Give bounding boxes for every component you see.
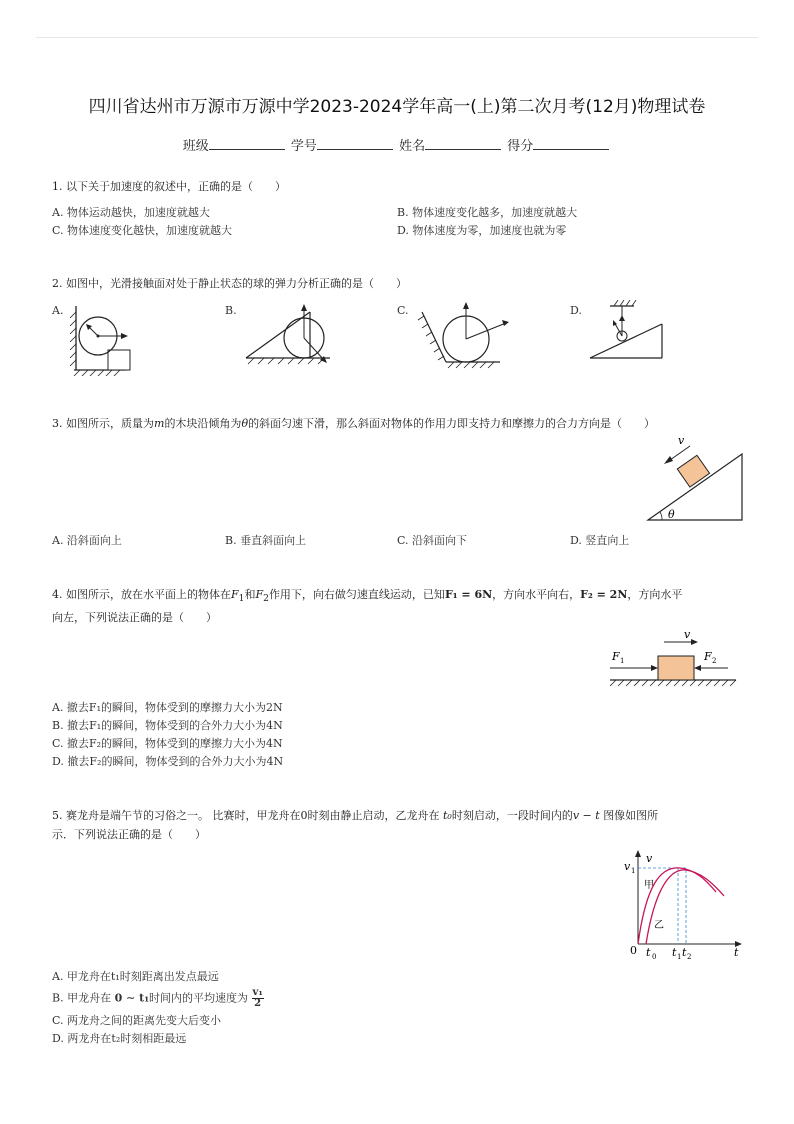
q5-fig-t0-sub: 0 xyxy=(652,953,657,960)
q5-stem: 5. 赛龙舟是端午节的习俗之一。 比赛时，甲龙舟在0时刻由静止启动，乙龙舟在 t₀时刻启动，一段时间内的v − t 图像如图所 示．下列说法正确的是（ ） xyxy=(52,809,659,841)
q2-option-b-label[interactable]: B. xyxy=(225,304,237,317)
class-label: 班级 xyxy=(182,139,209,154)
q3-figure-incline xyxy=(642,434,748,524)
q3-option-b[interactable]: B. 垂直斜面向上 xyxy=(225,534,307,547)
page-title: 四川省达州市万源市万源中学2023-2024学年高一(上)第二次月考(12月)物理试卷 xyxy=(88,97,706,117)
q2-figure-c xyxy=(414,298,514,370)
q3-fig-theta: θ xyxy=(668,508,675,521)
q5-fig-t: t xyxy=(734,946,739,959)
q4-figure-block xyxy=(606,624,742,690)
q5-fig-t2: t xyxy=(682,946,687,959)
q4-eq-f2: F₂ = 2N xyxy=(580,588,628,601)
q2-option-d-label[interactable]: D. xyxy=(570,304,582,317)
q4-fig-f2: F xyxy=(704,650,712,663)
q1-option-d[interactable]: D. 物体速度为零，加速度也就为零 xyxy=(397,224,567,237)
class-blank[interactable] xyxy=(209,137,285,150)
q5-fig-t1-sub: 1 xyxy=(677,953,682,960)
q5-fig-v1: v xyxy=(624,860,631,873)
q3-option-c[interactable]: C. 沿斜面向下 xyxy=(397,534,468,547)
q2-figure-b xyxy=(240,300,340,366)
q5-fig-zero: 0 xyxy=(630,944,637,957)
q2-option-a-label[interactable]: A. xyxy=(52,304,64,317)
q3-stem: 3. 如图所示，质量为m的木块沿倾角为θ的斜面匀速下滑，那么斜面对物体的作用力即支持力和摩擦力的合力方向是（ ） xyxy=(52,417,656,430)
q1-stem: 1. 以下关于加速度的叙述中，正确的是（ ） xyxy=(52,180,286,193)
q5-fig-jia: 甲 xyxy=(644,880,654,891)
score-label: 得分 xyxy=(507,139,534,154)
q4-option-d[interactable]: D. 撤去F₂的瞬间，物体受到的合外力大小为4N xyxy=(52,755,284,768)
q3-fig-v: v xyxy=(678,434,685,447)
id-label: 学号 xyxy=(290,139,317,154)
name-label: 姓名 xyxy=(399,139,426,154)
q2-figure-d xyxy=(588,300,668,362)
q4-fig-v: v xyxy=(684,628,691,641)
q3-var-m: m xyxy=(154,417,165,430)
q5-option-d[interactable]: D. 两龙舟在t₂时刻相距最远 xyxy=(52,1032,187,1045)
q5-fig-t2-sub: 2 xyxy=(687,953,692,960)
q1-option-b[interactable]: B. 物体速度变化越多，加速度就越大 xyxy=(397,206,578,219)
name-blank[interactable] xyxy=(425,137,501,150)
q5-fig-v1-sub: 1 xyxy=(631,867,636,875)
q5-fraction: $\frac{\text{v₁}}{2}$ xyxy=(252,987,263,1009)
q2-option-c-label[interactable]: C. xyxy=(397,304,409,317)
q4-fig-f2-sub: 2 xyxy=(712,657,717,665)
q5-figure-vt-graph xyxy=(620,846,746,960)
q5-option-b[interactable]: B. 甲龙舟在 0 ∼ t₁时间内的平均速度为 $\frac{\text{v₁}}{2}$ xyxy=(52,987,263,1009)
q5-fig-v: v xyxy=(646,852,653,865)
q4-fig-f1: F xyxy=(612,650,620,663)
top-divider xyxy=(36,37,758,38)
q5-option-c[interactable]: C. 两龙舟之间的距离先变大后变小 xyxy=(52,1014,222,1027)
q4-option-a[interactable]: A. 撤去F₁的瞬间，物体受到的摩擦力大小为2N xyxy=(52,701,283,714)
q5-fig-t0: t xyxy=(646,946,651,959)
score-blank[interactable] xyxy=(533,137,609,150)
q4-fig-f1-sub: 1 xyxy=(620,657,625,665)
q3-var-theta: θ xyxy=(241,417,249,430)
q5-fig-t1: t xyxy=(672,946,677,959)
q1-option-a[interactable]: A. 物体运动越快，加速度就越大 xyxy=(52,206,210,219)
student-info-line xyxy=(0,135,794,154)
q3-option-d[interactable]: D. 竖直向上 xyxy=(570,534,630,547)
q4-eq-f1: F₁ = 6N xyxy=(444,588,493,601)
q1-option-c[interactable]: C. 物体速度变化越快，加速度就越大 xyxy=(52,224,233,237)
q3-option-a[interactable]: A. 沿斜面向上 xyxy=(52,534,122,547)
q4-stem: 4. 如图所示，放在水平面上的物体在$F_1$和$F_2$作用下，向右做匀速直线运动，已知F₁ = 6N，方向水平向右，F₂ = 2N，方向水平 向左，下列说法正确的是（ ） xyxy=(52,588,683,625)
q2-figure-a xyxy=(66,302,146,376)
q5-option-a[interactable]: A. 甲龙舟在t₁时刻距离出发点最远 xyxy=(52,970,219,983)
q2-stem: 2. 如图中，光滑接触面对处于静止状态的球的弹力分析正确的是（ ） xyxy=(52,277,407,290)
q4-option-c[interactable]: C. 撤去F₂的瞬间，物体受到的摩擦力大小为4N xyxy=(52,737,283,750)
q4-option-b[interactable]: B. 撤去F₁的瞬间，物体受到的合外力大小为4N xyxy=(52,719,283,732)
id-blank[interactable] xyxy=(317,137,393,150)
q5-fig-yi: 乙 xyxy=(654,920,664,931)
